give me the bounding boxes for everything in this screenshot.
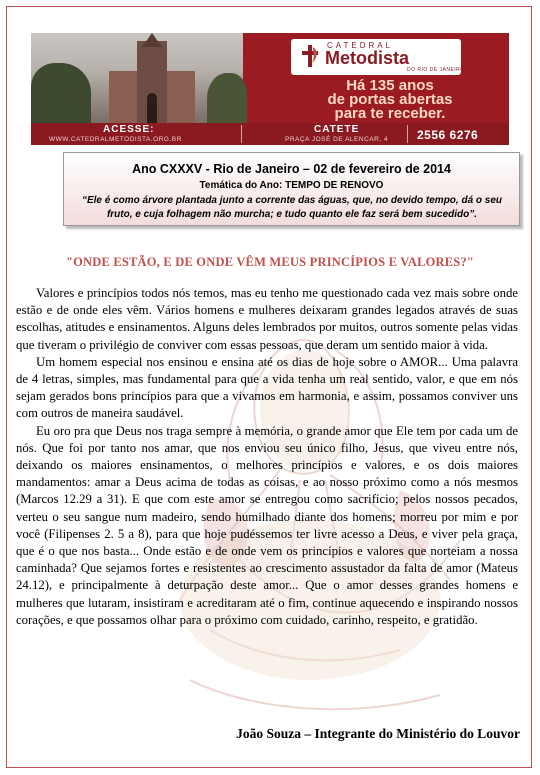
church-banner bbox=[31, 33, 509, 145]
cross-flame-icon bbox=[299, 43, 321, 69]
paragraph: Valores e princípios todos nós temos, mas eu tenho me questionado cada vez mais sobre onde estão e de onde eles vêm. Vários homens e mulheres deixaram grandes legados através de suas escolhas, atitudes e ensinamentos. Alguns deles lembrados por muitos, outros somente pelas vidas que tiveram o privilégio de conviver com essas pessoas, que deram um sentido maior à vida. bbox=[16, 286, 518, 352]
address: PRAÇA JOSÉ DE ALENCAR, 4 bbox=[285, 136, 389, 143]
paragraph: Eu oro pra que Deus nos traga sempre à memória, o grande amor que Ele tem por cada um de nós. Que foi por tanto nos amar, que nos enviou seu único filho, Jesus, que viveu entre nós, deixando os maiores ensinamentos, o melhores princípios e valores, e os dois maiores mandamentos: amar a Deus acima de todas as coisas, e ao nosso próximo como a nós mesmos (Marcos 12.29 a 31). E que com este amor se entregou como sacrifício; pelos nossos pecados, verteu o seu sangue num madeiro, sendo humilhado diante dos homens; morreu por mim e por você (Filipenses 2. 5 a 8), para que hoje pudéssemos ter livre acesso a Deus, e viver pela graça, que é o que nos basta... Onde estão e de onde vem os princípios e valores que norteiam a nossa caminhada? Que sejamos fortes e resistentes ao crescimento assustador da falta de amor (Mateus 24.12), e principalmente à deturpação deste amor... Que o amor desses grandes homens e mulheres que lutaram, insistiram e acreditaram até o fim, continue aquecendo e inspirando nossos corações, e que possamos olhar para o próximo com cuidado, carinho, respeito, e gratidão. bbox=[16, 423, 518, 627]
logo-cathedral-label: CATEDRAL bbox=[327, 41, 394, 50]
issue-title: Ano CXXXV - Rio de Janeiro – 02 de fevereiro de 2014 bbox=[132, 162, 451, 176]
church-photo bbox=[31, 33, 243, 123]
paragraph: Um homem especial nos ensinou e ensina até os dias de hoje sobre o AMOR... Uma palavra de 4 letras, simples, mas fundamental para que a vida tenha um real sentido, valor, e que em nós sejam gerados bons princípios para que a vivamos em harmonia, e assim, possamos conviver uns com outros de maneira saudável. bbox=[16, 354, 518, 421]
website-link[interactable]: WWW.CATEDRALMETODISTA.ORG.BR bbox=[49, 136, 182, 143]
article-heading: "ONDE ESTÃO, E DE ONDE VÊM MEUS PRINCÍPIOS E VALORES?" bbox=[65, 255, 475, 269]
header-box bbox=[63, 152, 520, 226]
banner-tagline: Há 135 anos de portas abertas para te receber. bbox=[327, 77, 453, 122]
logo-name: Metodista bbox=[325, 48, 410, 68]
theme-verse: “Ele é como árvore plantada junto a corrente das águas, que, no devido tempo, dá o seu fruto, e cuja folhagem não murcha; e tudo quanto ele faz será bem sucedido”. bbox=[81, 195, 503, 220]
logo-city: DO RIO DE JANEIRO bbox=[407, 67, 465, 73]
article-body bbox=[16, 285, 518, 629]
access-label: ACESSE: bbox=[103, 124, 155, 135]
author-signature: João Souza – Integrante do Ministério do Louvor bbox=[236, 726, 520, 741]
phone-number: 2556 6276 bbox=[417, 128, 479, 142]
catete-label: CATETE bbox=[314, 124, 360, 135]
year-theme: Temática do Ano: TEMPO DE RENOVO bbox=[199, 180, 384, 191]
